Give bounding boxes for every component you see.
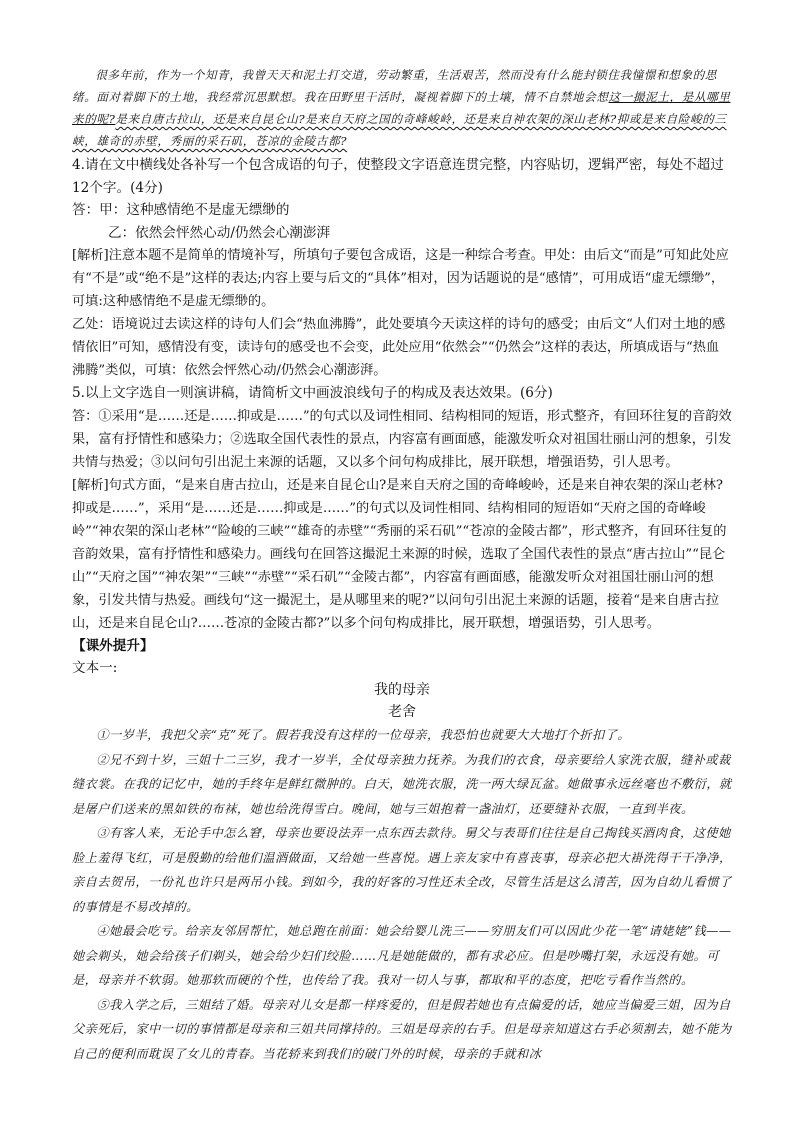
article-paragraph: ④她最会吃亏。给亲友邻居帮忙，她总跑在前面：她会给婴儿洗三——穷朋友们可以因此少花一笔“请姥姥”钱——她会剃头，她会给孩子们剃头，她会给少妇们绞脸……凡是她能做的，都有求必应。但是吵嘴打架，永远没有她。可是，母亲并不软弱。她那软而硬的个性，也传给了我。我对一切人与事，都取和平的态度，把吃亏看作当然的。 <box>72 924 732 987</box>
section-heading: 【课外提升】 <box>72 637 154 654</box>
question-5: 5.以上文字选自一则演讲稿，请简析文中画波浪线句子的构成及表达效果。(6分) <box>72 385 553 401</box>
answer-4-jia: 答：甲：这种感情绝不是虚无缥缈的 <box>72 202 290 218</box>
article-paragraph: ③有客人来，无论手中怎么窘，母亲也要设法弄一点东西去款待。舅父与表哥们往往是自己掏钱买酒肉食，这使她脸上羞得飞红，可是殷勤的给他们温酒做面，又给她一些喜悦。遇上亲友家中有喜丧事，母亲必把大褂洗得干干净净，亲自去贺吊，一份礼也许只是两吊小钱。到如今，我的好客的习性还未全改，尽管生活是这么清苦，因为自幼儿看惯了的事情是不易改掉的。 <box>72 826 732 914</box>
article-paragraph: ⑤我入学之后，三姐结了婚。母亲对儿女是都一样疼爱的，但是假若她也有点偏爱的话，她应当偏爱三姐，因为自父亲死后，家中一切的事情都是母亲和三姐共同撑持的。三姐是母亲的右手。但是母亲知道这右手必须割去，她不能为自己的便利而耽误了女儿的青春。当花轿来到我们的破门外的时候，母亲的手就和冰 <box>72 997 732 1061</box>
article-paragraph: ②兄不到十岁，三姐十二三岁，我才一岁半，全仗母亲独力抚养。为我们的衣食，母亲要给人家洗衣服，缝补或裁缝衣裳。在我的记忆中，她的手终年是鲜红微肿的。白天，她洗衣服，洗一两大绿瓦盆。她做事永远丝毫也不敷衍，就是屠户们送来的黑如铁的布袜，她也给洗得雪白。晚间，她与三姐抱着一盏油灯，还要缝补衣服，一直到半夜。 <box>72 752 732 816</box>
passage-paragraph <box>72 64 732 152</box>
analysis-5: [解析]句式方面，“是来自唐古拉山，还是来自昆仑山?是来自天府之国的奇峰峻岭，还是来自神农架的深山老林?抑或是……”，采用“是……还是……抑或是……”的句式以及词性相同、结构相同的短语如“天府之国的奇峰峻岭”“神农架的深山老林”“险峻的三峡”“雄奇的赤壁”“秀丽的采石矶”“苍凉的金陵古都”，形式整齐，有回环往复的音韵效果，富有抒情性和感染力。画线句在回答这撮泥土来源的时候，选取了全国代表性的景点“唐古拉山”“昆仑山”“天府之国”“神农架”“三峡”“赤壁”“采石矶”“金陵古都”，内容富有画面感，能激发听众对祖国壮丽山河的想象，引发共情与热爱。画线句“这一撮泥土，是从哪里来的呢?”以问句引出泥土来源的话题，接着“是来自唐古拉山，还是来自昆仑山?……苍凉的金陵古都?”以多个问句构成排比，展开联想，增强语势，引人思考。 <box>72 477 727 631</box>
analysis-4-part1: [解析]注意本题不是简单的情境补写，所填句子要包含成语，这是一种综合考查。甲处：由后文“而是”可知此处应有“不是”或“绝不是”这样的表达;内容上要与后文的“具体”相对，因为话题说的是“感情”，可用成语“虚无缥缈”，可填:这种感情绝不是虚无缥缈的。 <box>72 248 729 309</box>
underlined-sentence: 这一撮泥土，是从哪里来的呢? <box>72 90 731 126</box>
answer-5: 答：①采用“是……还是……抑或是……”的句式以及词性相同、结构相同的短语，形式整齐，有回环往复的音韵效果，富有抒情性和感染力；②选取全国代表性的景点，内容富有画面感，能激发听众对祖国壮丽山河的想象，引发共情与热爱；③以问句引出泥土来源的话题，又以多个问句构成排比，展开联想，增强语势，引人思考。 <box>72 408 732 470</box>
text-label: 文本一: <box>72 659 118 676</box>
article-title: 我的母亲 <box>374 682 430 698</box>
page <box>72 64 732 1066</box>
question-4: 4.请在文中横线处各补写一个包含成语的句子，使整段文字语意连贯完整，内容贴切，逻辑严密，每处不超过12个字。(4分) <box>72 157 724 196</box>
passage-text: 很多年前，作为一个知青，我曾天天和泥土打交道，劳动繁重，生活艰苦，然而没有什么能封锁住我憧憬和想象的思绪。面对着脚下的土地，我经常沉思默想。我在田野里干活时，凝视着脚下的土壤，情不自禁地会想 <box>72 68 718 104</box>
article-author: 老舍 <box>388 704 416 720</box>
wavy-underlined-sentence: 是来自唐古拉山，还是来自昆仑山?是来自天府之国的奇峰峻岭，还是来自神农架的深山老林?抑或是来自险峻的三峡，雄奇的赤壁，秀丽的采石矶，苍凉的金陵古都? <box>72 112 727 148</box>
analysis-4-part2: 乙处：语境说过去读这样的诗句人们会“热血沸腾”，此处要填今天读这样的诗句的感受；由后文“人们对土地的感情依旧”可知，感情没有变，读诗句的感受也不会变，此处应用“依然会”“仍然会”这样的表达，所填成语与“热血沸腾”类似，可填：依然会怦然心动/仍然会心潮澎湃。 <box>72 317 726 378</box>
answer-4-yi: 乙：依然会怦然心动/仍然会心潮澎湃 <box>108 224 331 241</box>
article-paragraph: ①一岁半，我把父亲“克”死了。假若我没有这样的一位母亲，我恐怕也就要大大地打个折扣了。 <box>96 728 631 742</box>
